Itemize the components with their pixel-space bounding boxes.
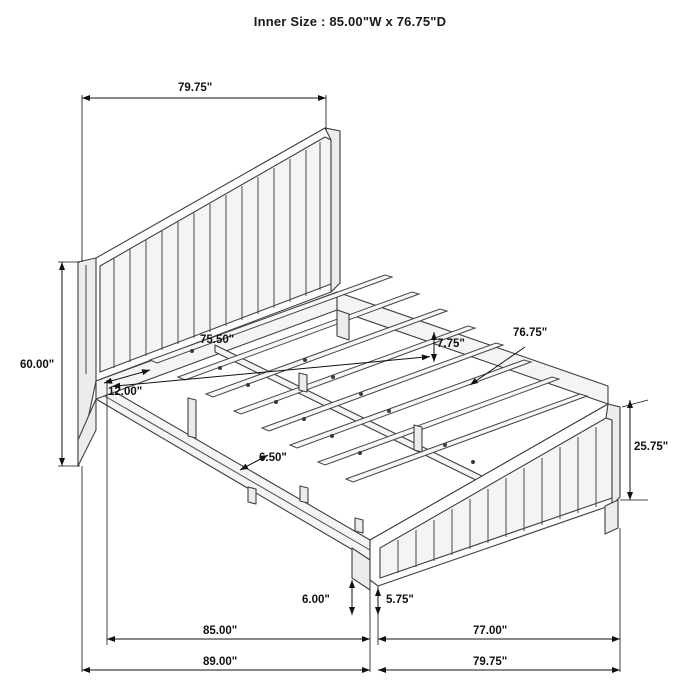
dim-leg-clearance: 6.00": [302, 594, 330, 606]
bed-geometry: [78, 128, 620, 590]
dim-inner-depth: 76.75": [513, 327, 548, 339]
dim-slat-run-length: 75.50": [200, 334, 235, 346]
dim-slat-width: 6.50": [259, 452, 287, 464]
dim-overall-length-front: 85.00": [203, 625, 238, 637]
dim-footboard-width-back: 79.75": [473, 656, 508, 668]
dim-footboard-width-front: 77.00": [473, 625, 508, 637]
dim-overall-length-back: 89.00": [203, 656, 238, 668]
dim-rail-thickness: 7.75": [437, 338, 465, 350]
dim-headboard-width: 79.75": [178, 82, 213, 94]
page-title: Inner Size : 85.00"W x 76.75"D: [253, 14, 447, 29]
dim-headboard-post-offset: 12.00": [108, 386, 143, 398]
dim-headboard-height: 60.00": [20, 359, 55, 371]
dim-footboard-height: 25.75": [634, 441, 669, 453]
dim-foot-leg-height: 5.75": [386, 594, 414, 606]
